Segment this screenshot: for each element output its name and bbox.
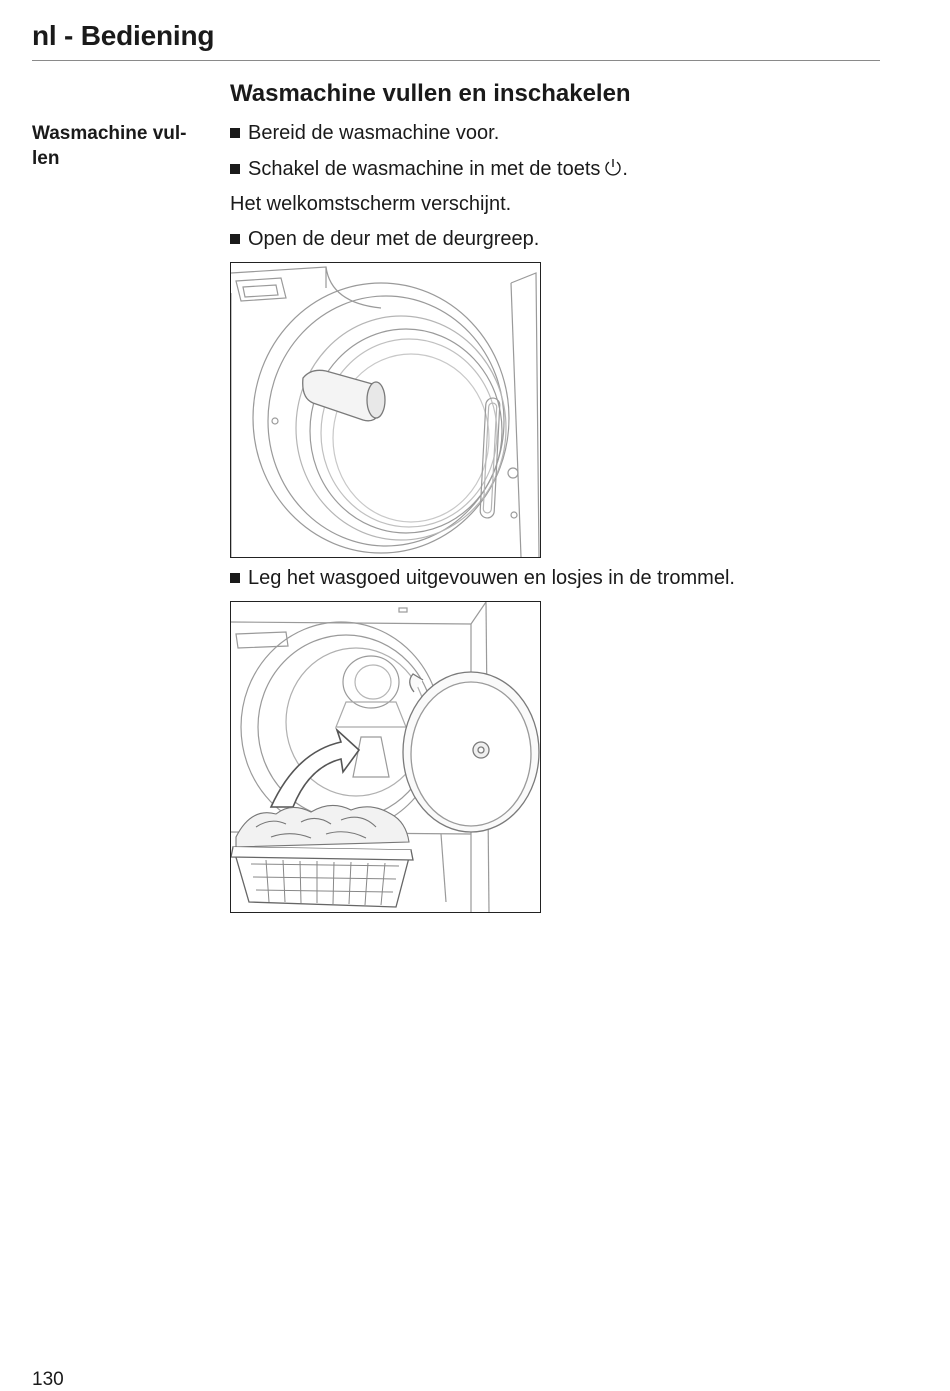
bullet-square [230,234,240,244]
washing-machine-door-figure [230,262,541,558]
bullet-square [230,164,240,174]
side-heading-line2: len [32,148,60,169]
step-text: Bereid de wasmachine voor. [248,122,500,144]
step-text: Open de deur met de deurgreep. [248,228,540,250]
power-icon [604,158,622,184]
step-text: Het welkomstscherm verschijnt. [230,193,512,215]
bullet-square [230,573,240,583]
step-prepare [230,120,499,146]
step-load-laundry [230,565,735,591]
page-title: nl - Bediening [32,20,215,51]
header-divider [32,60,880,61]
bullet-square [230,128,240,138]
loading-laundry-figure [230,601,541,913]
step-open-door [230,226,539,252]
side-heading-line1: Wasmachine vul- [32,123,187,144]
step-text: Leg het wasgoed uitgevouwen en losjes in de trommel. [248,567,735,589]
step-welcome-screen [230,191,511,217]
step-suffix: . [622,158,628,180]
page-number: 130 [32,1369,64,1390]
section-heading: Wasmachine vullen en inschakelen [230,80,631,107]
step-text: Schakel de wasmachine in met de toets [248,158,601,180]
step-switch-on [230,156,628,184]
side-heading [32,121,212,171]
